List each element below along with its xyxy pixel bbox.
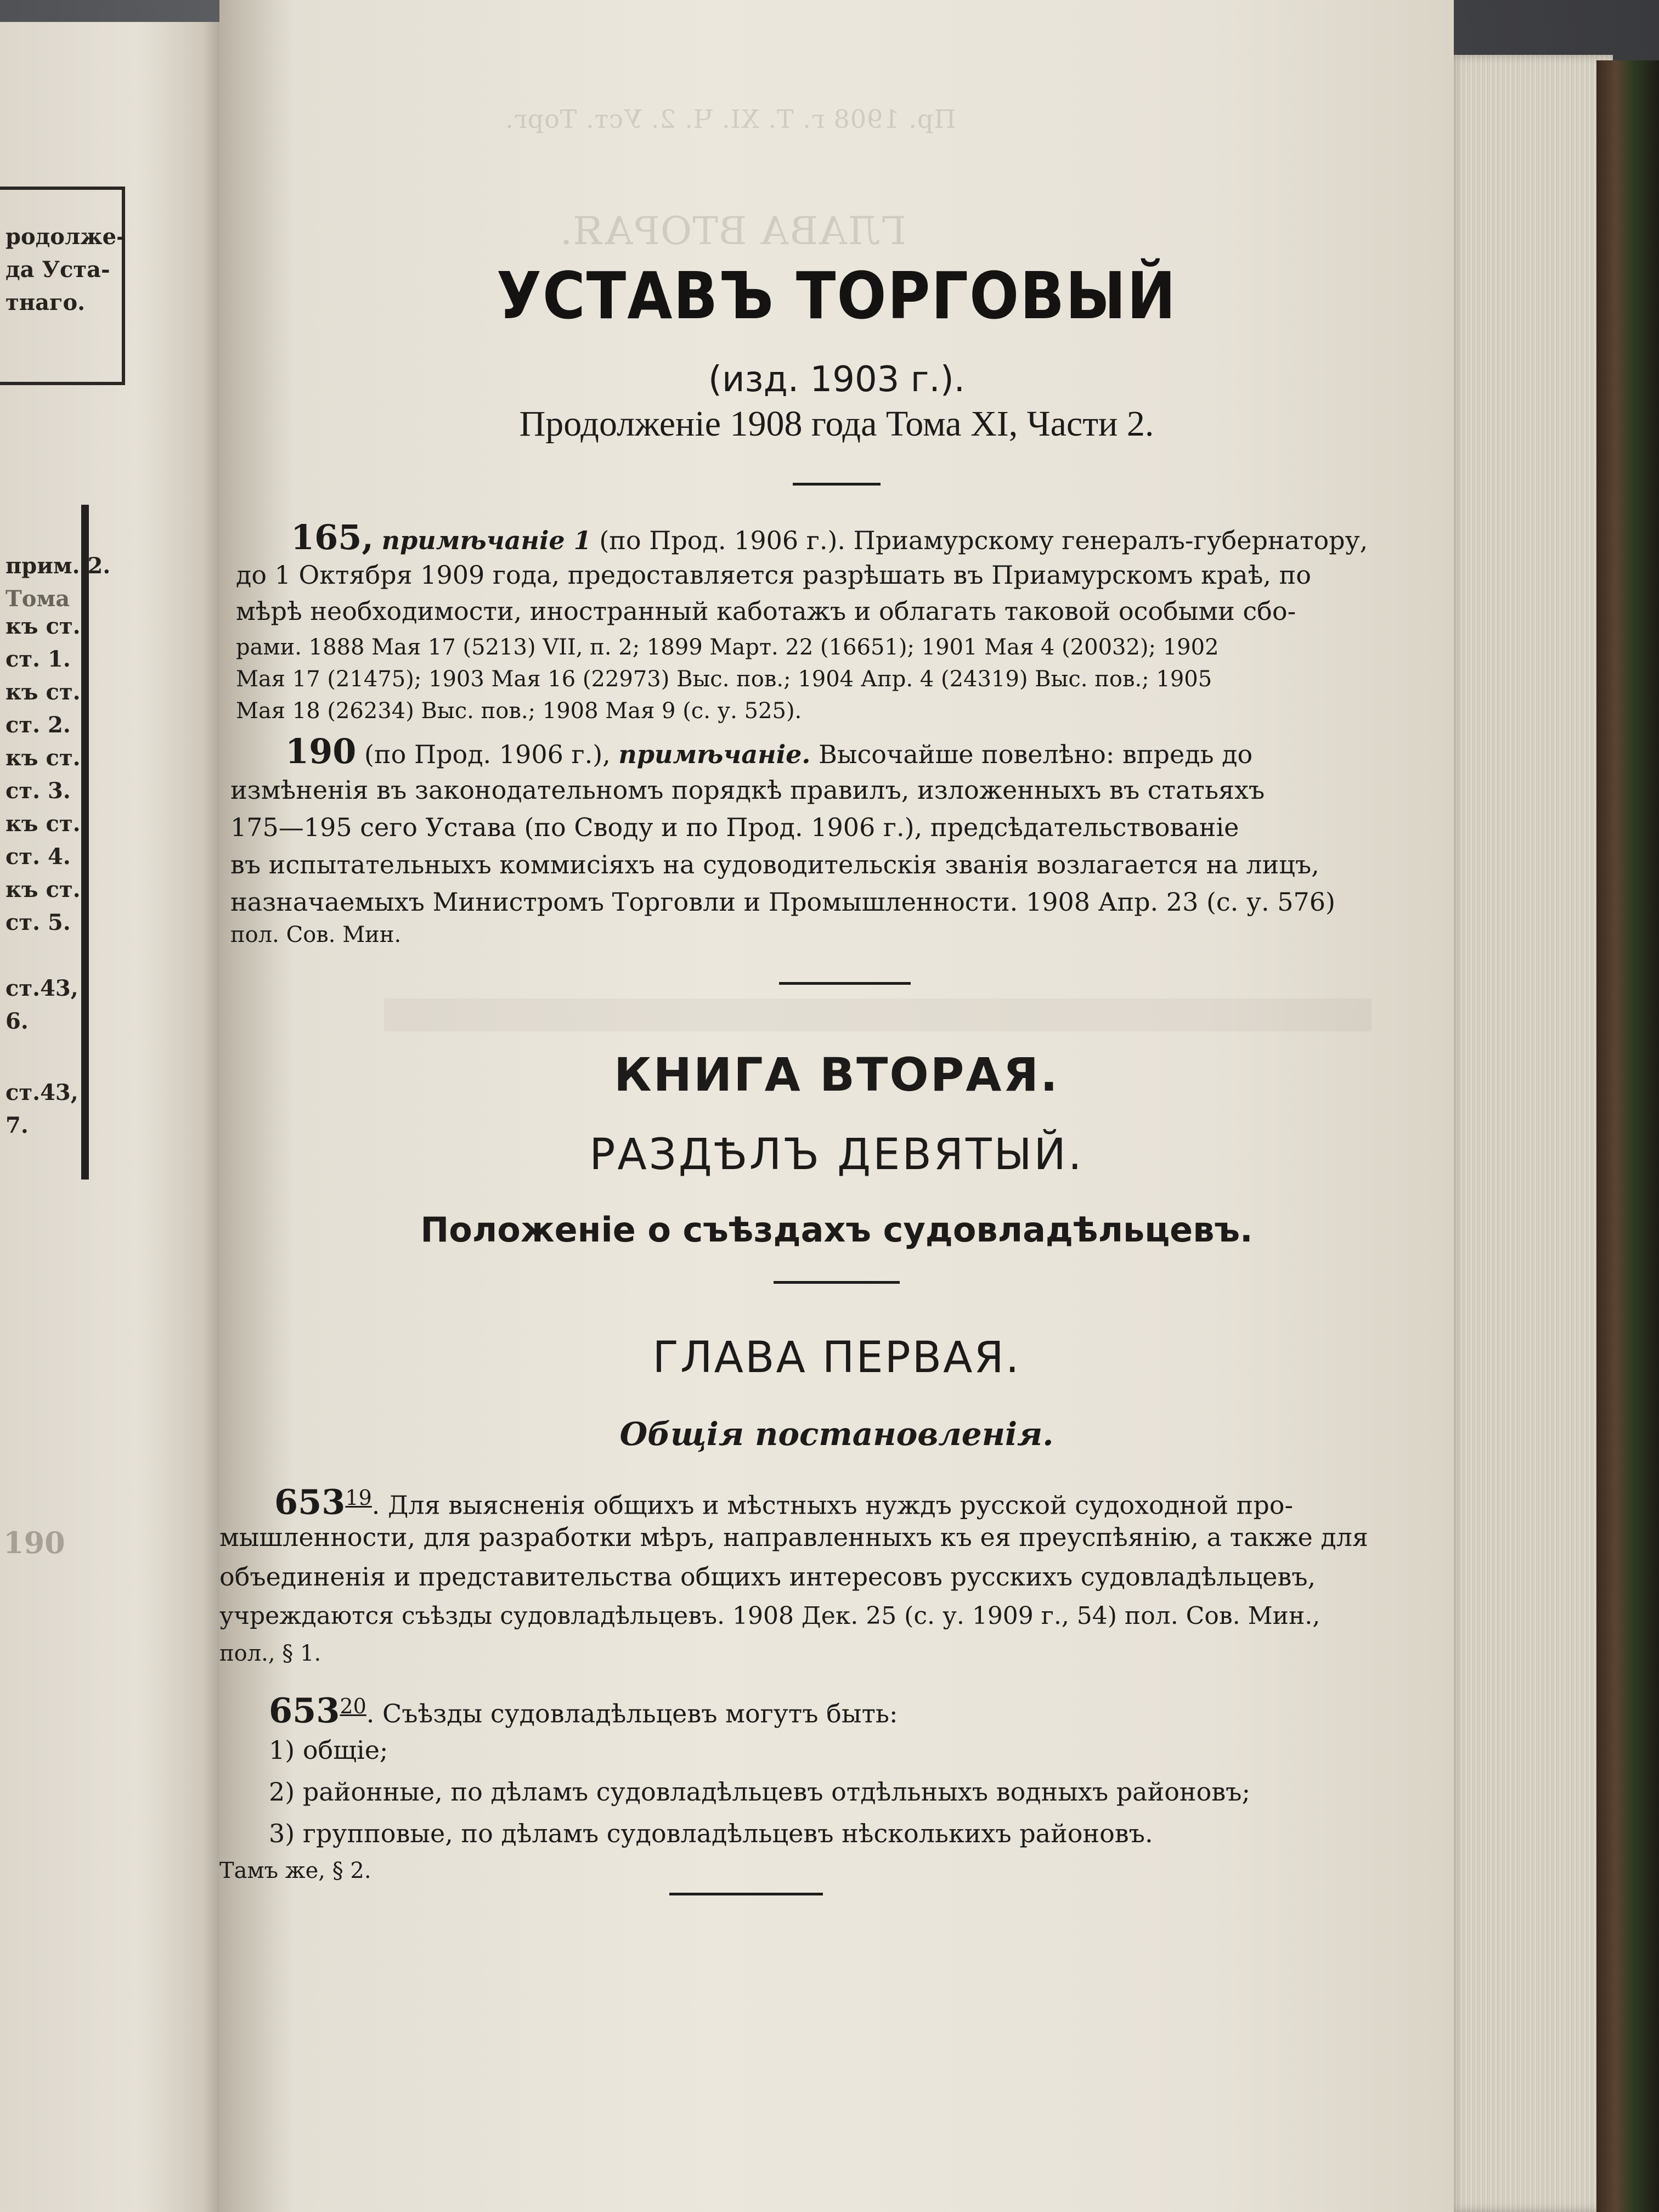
left-margin-line: Тома [5,586,70,612]
page-content [219,0,1454,2212]
list-item: 2) районные, по дѣламъ судовладѣльцевъ отдѣльныхъ водныхъ районовъ; [269,1777,1250,1807]
edition-line: (изд. 1903 г.). [708,359,966,400]
divider-rule [669,1893,823,1895]
divider-rule [793,483,881,486]
left-margin-line: ст. 2. [5,712,71,738]
chapter-heading: ГЛАВА ПЕРВАЯ. [652,1333,1021,1383]
left-margin-line: ст. 1. [5,646,71,672]
article-superscript: 20 [340,1694,366,1718]
article-text-line: учреждаются съѣзды судовладѣльцевъ. 1908 Дек. 25 (с. у. 1909 г., 54) пол. Сов. Мин., [219,1602,1321,1630]
article-note-label: примѣчаніе. [618,740,811,769]
article-text-line: рами. 1888 Мая 17 (5213) VII, п. 2; 1899 Март. 22 (16651); 1901 Мая 4 (20032); 1902 [236,635,1219,660]
article-text-line: . Для выясненія общихъ и мѣстныхъ нуждъ русской судоходной про- [371,1490,1294,1520]
article-number: 190 [285,731,357,771]
left-box-line: тнаго. [5,290,86,315]
article-text-line: (по Прод. 1906 г.), [356,740,619,769]
article-text-line: . Съѣзды судовладѣльцевъ могутъ быть: [366,1699,898,1729]
list-item: 3) групповые, по дѣламъ судовладѣльцевъ нѣсколькихъ районовъ. [269,1819,1153,1848]
article-text-line: объединенія и представительства общихъ интересовъ русскихъ судовладѣльцевъ, [219,1562,1316,1592]
list-item: 1) общіе; [269,1735,388,1765]
article-text-line: (по Прод. 1906 г.). Приамурскому генералъ-губернатору, [591,526,1368,555]
left-margin-line: къ ст. [5,613,81,639]
article-text-line: до 1 Октября 1909 года, предоставляется разрѣшать въ Приамурскомъ краѣ, по [236,560,1311,590]
left-margin-line: 7. [5,1113,29,1138]
left-ghost-number: 190 [3,1525,65,1560]
article-number: 653 [269,1690,340,1731]
left-margin-line: ст. 4. [5,844,71,870]
article-text-line: мышленности, для разработки мѣръ, направленныхъ къ ея преуспѣянію, а также для [219,1522,1368,1552]
article-text-line: Мая 18 (26234) Выс. пов.; 1908 Мая 9 (с. у. 525). [236,698,802,724]
left-margin-line: 6. [5,1008,29,1034]
subsection-heading: Общія постановленія. [619,1415,1054,1453]
article-superscript: 19 [345,1486,372,1510]
article-note-label: примѣчаніе 1 [381,526,591,555]
left-margin-line: ст.43, [5,1080,78,1105]
divider-rule [779,982,911,985]
regulation-heading: Положеніе о съѣздахъ судовладѣльцевъ. [420,1210,1253,1250]
article-text-line: пол., § 1. [219,1641,321,1666]
article-source-line: Тамъ же, § 2. [219,1858,371,1883]
article-text-line: пол. Сов. Мин. [230,922,402,947]
page-edges [1448,55,1613,2212]
facing-left-page [0,22,230,2212]
left-margin-line: къ ст. [5,745,81,771]
article-text-line: 175—195 сего Устава (по Своду и по Прод. 1906 г.), предсѣдательствованіе [230,812,1239,842]
left-page-frame [0,187,125,385]
left-margin-line: къ ст. [5,877,81,902]
left-margin-line: ст. 5. [5,910,71,935]
article-text-line: Мая 17 (21475); 1903 Мая 16 (22973) Выс. пов.; 1904 Апр. 4 (24319) Выс. пов.; 1905 [236,667,1212,692]
article-text-line: измѣненія въ законодательномъ порядкѣ правилъ, изложенныхъ въ статьяхъ [230,775,1265,805]
article-number: 165, [291,517,374,557]
divider-rule [774,1281,900,1284]
left-margin-line: ст.43, [5,975,78,1001]
left-box-line: родолже- [5,224,126,250]
page-title: УСТАВЪ ТОРГОВЫЙ [496,258,1177,334]
left-page-rule [81,505,89,1180]
article-text-line: мѣрѣ необходимости, иностранный каботажъ и облагать таковой особыми сбо- [236,596,1296,626]
left-margin-line: къ ст. [5,679,81,705]
section-heading: РАЗДѢЛЪ ДЕВЯТЫЙ. [589,1130,1084,1180]
left-margin-line: къ ст. [5,811,81,837]
article-number: 653 [274,1482,346,1522]
book-cover-edge [1596,60,1659,2212]
article-text-line: назначаемыхъ Министромъ Торговли и Промышленности. 1908 Апр. 23 (с. у. 576) [230,887,1335,917]
left-margin-line: прим. 2. [5,553,111,579]
book-heading: КНИГА ВТОРАЯ. [614,1048,1059,1102]
article-text-line: въ испытательныхъ коммисіяхъ на судоводительскія званія возлагается на лицъ, [230,850,1319,879]
left-box-line: да Уста- [5,257,110,283]
main-page: Пр. 1908 г. Т. XI. Ч. 2. Уст. Торг. ГЛАВА ВТОРАЯ. УСТАВЪ ТОРГОВЫЙ (изд. 1903 г.). Продолженіе 1908 года Тома XI, Части 2. 165, примѣчаніе 1 (по Прод. 1906 г.). Приамурскому генералъ-губернатору, до 1 Октября 1909 года, предоставляется разрѣшать въ Приамурскомъ краѣ, по мѣрѣ необходимости, иностранный каботажъ и облагать таковой особыми сбо- рами. 1888 Мая 17 (5213) VII, п. 2; 1899 Март. 22 (16651); 1901 Мая 4 (20032); 1902 Мая 17 (21475); 1903 Мая 16 (22973) Выс. пов.; 1904 Апр. 4 (24319) Выс. пов.; 1905 Мая 18 (26234) Выс. пов.; 1908 Мая 9 (с. у. 525). 190 (по Прод. 1906 г.), примѣчаніе. Высочайше повелѣно: впредь до измѣненія въ законодательномъ порядкѣ правилъ, изложенныхъ въ статьяхъ 175—195 сего Устава (по Своду и по Прод. 1906 г.), предсѣдательствованіе въ испытательныхъ коммисіяхъ на судоводительскія званія возлагается на лицъ, назначаемыхъ Министромъ Торговли и Промышленности. 1908 Апр. 23 (с. у. 576) пол. Сов. Мин. КНИГА ВТОРАЯ. РАЗДѢЛЪ ДЕВЯТЫЙ. Положеніе о съѣздахъ судовладѣльцевъ. ГЛАВА ПЕРВАЯ. Общія постановленія. $653^{19}$. Для выясненія общихъ и мѣстныхъ нуждъ русской судоходной про- мышленности, для разработки мѣръ, направленныхъ къ ея преуспѣянію, а также для объединенія и представительства общихъ интересовъ русскихъ судовладѣльцевъ, учреждаются съѣзды судовладѣльцевъ. 1908 Дек. 25 (с. у. 1909 г., 54) пол. Сов. Мин., пол., § 1. $653^{20}$. Съѣзды судовладѣльцевъ могутъ быть: 1) общіе; 2) районные, по дѣламъ судовладѣльцевъ отдѣльныхъ водныхъ районовъ; 3) групповые, по дѣламъ судовладѣльцевъ нѣсколькихъ районовъ. Тамъ же, § 2. [219,0,1454,2212]
article-text-line: Высочайше повелѣно: впредь до [810,740,1253,769]
continuation-line: Продолженіе 1908 года Тома XI, Части 2. [519,404,1154,444]
left-margin-line: ст. 3. [5,778,71,804]
